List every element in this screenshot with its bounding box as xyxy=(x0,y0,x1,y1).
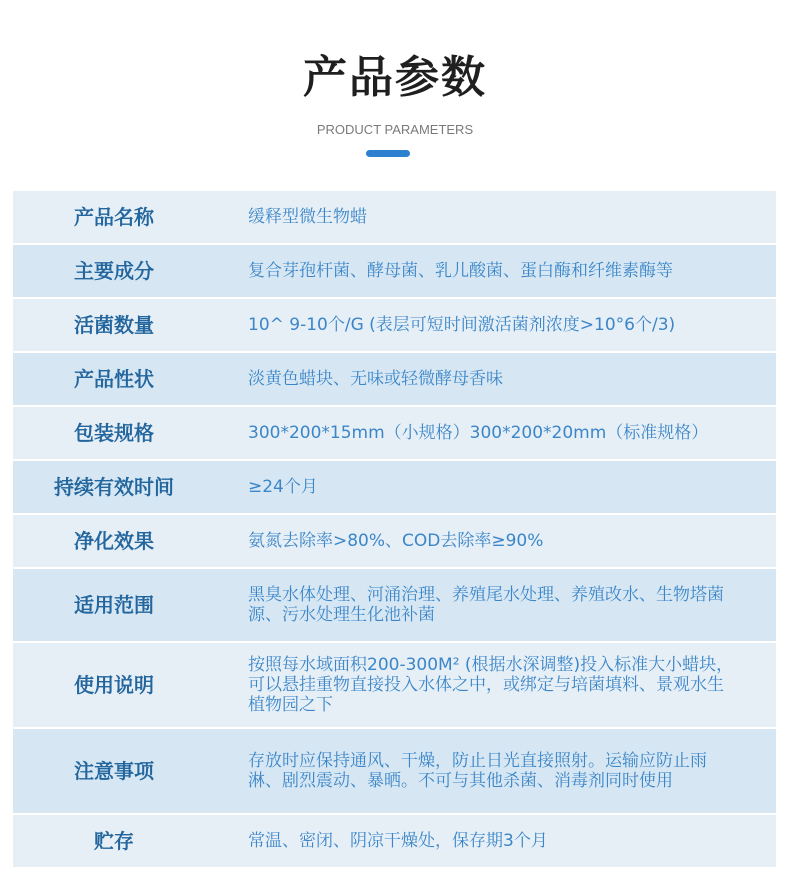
table-row xyxy=(13,643,776,729)
param-value: 常温、密闭、阴凉干燥处，保存期3个月 xyxy=(248,831,548,851)
param-label: 注意事项 xyxy=(74,759,154,783)
table-row xyxy=(13,515,776,569)
page-subtitle: PRODUCT PARAMETERS xyxy=(316,122,474,137)
parameters-table xyxy=(13,191,776,869)
param-label: 净化效果 xyxy=(74,529,154,553)
param-value: 存放时应保持通风、干燥，防止日光直接照射。运输应防止雨淋、剧烈震动、暴晒。不可与其他杀菌、消毒剂同时使用 xyxy=(248,751,707,791)
param-value: 淡黄色蜡块、无味或轻微酵母香味 xyxy=(248,369,503,389)
title-accent-bar xyxy=(366,150,410,157)
table-row xyxy=(13,407,776,461)
page-title: 产品参数 xyxy=(303,52,487,103)
param-label: 使用说明 xyxy=(74,673,154,697)
param-label: 产品名称 xyxy=(74,205,154,229)
param-label: 适用范围 xyxy=(74,593,154,617)
table-row xyxy=(13,245,776,299)
table-row xyxy=(13,299,776,353)
section-header xyxy=(0,0,790,190)
table-row xyxy=(13,569,776,643)
param-value: 10^ 9-10个/G (表层可短时间激活菌剂浓度>10°6个/3) xyxy=(248,315,676,335)
param-value: 缓释型微生物蜡 xyxy=(248,207,367,227)
table-row xyxy=(13,353,776,407)
param-value: 复合芽孢杆菌、酵母菌、乳儿酸菌、蛋白酶和纤维素酶等 xyxy=(248,261,673,281)
param-value: 按照每水域面积200-300M² (根据水深调整)投入标准大小蜡块，可以悬挂重物直接投入水体之中，或绑定与培菌填料、景观水生植物园之下 xyxy=(248,655,734,715)
param-label: 持续有效时间 xyxy=(54,475,174,499)
param-label: 活菌数量 xyxy=(74,313,154,337)
param-label: 主要成分 xyxy=(74,259,154,283)
table-row xyxy=(13,815,776,869)
table-row xyxy=(13,191,776,245)
table-row xyxy=(13,729,776,815)
param-value: 黑臭水体处理、河涌治理、养殖尾水处理、养殖改水、生物塔菌源、污水处理生化池补菌 xyxy=(248,585,724,625)
table-row xyxy=(13,461,776,515)
param-value: 300*200*15mm（小规格）300*200*20mm（标准规格） xyxy=(248,423,709,443)
param-label: 包装规格 xyxy=(74,421,154,445)
param-value: ≥24个月 xyxy=(248,477,318,497)
param-label: 产品性状 xyxy=(74,367,154,391)
param-value: 氨氮去除率>80%、COD去除率≥90% xyxy=(248,531,544,551)
param-label: 贮存 xyxy=(94,829,134,853)
